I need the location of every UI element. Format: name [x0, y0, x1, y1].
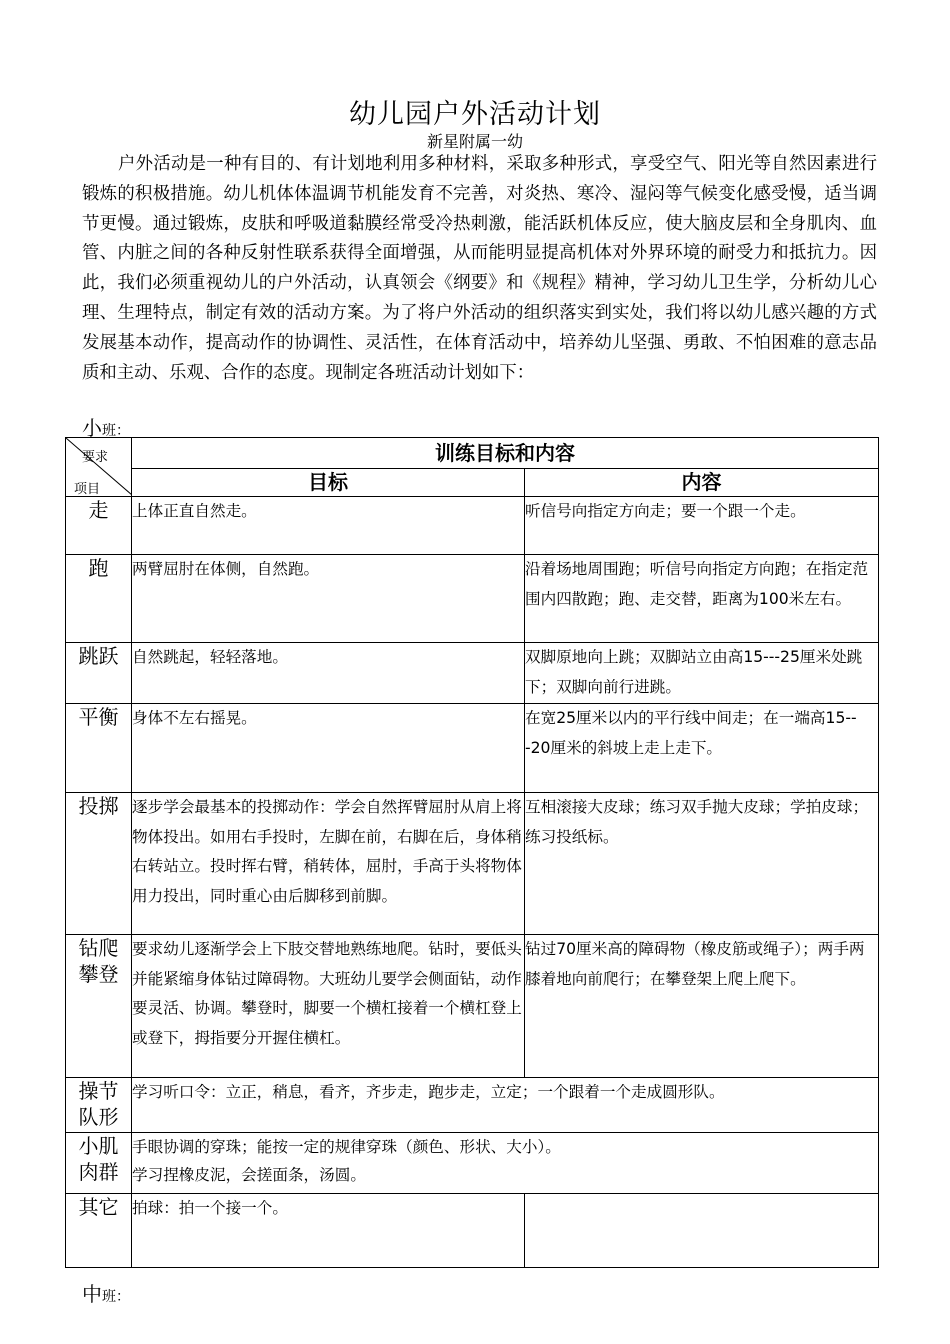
corner-label-item: 项目 [74, 482, 101, 497]
row-goal-line-2: 学习捏橡皮泥，会搓面条，汤圆。 [132, 1166, 366, 1184]
table-header-goal: 目标 [132, 469, 525, 497]
document-subtitle: 新星附属一幼 [426, 132, 523, 151]
table-row [66, 1078, 879, 1133]
middle-class-label-big: 中 [82, 1282, 102, 1306]
row-item-text: 钻爬攀登 [78, 936, 119, 986]
table-row [66, 704, 879, 793]
row-goal: 逐步学会最基本的投掷动作：学会自然挥臂屈肘从肩上将物体投出。如用右手投时，左脚在前，右脚在后，身体稍右转站立。投时挥右臂，稍转体，屈肘，手高于头将物体用力投出，同时重心由后脚移到前脚。 [132, 793, 525, 935]
middle-class-label [82, 1278, 130, 1307]
table-row [66, 793, 879, 935]
table-row [66, 935, 879, 1078]
row-item [66, 1133, 132, 1194]
row-content [525, 1194, 879, 1268]
row-item: 跳跃 [66, 643, 132, 704]
row-item: 跑 [66, 555, 132, 643]
row-content: 双脚原地向上跳；双脚站立由高15---25厘米处跳下；双脚向前行进跳。 [525, 643, 879, 704]
table-corner-cell [66, 438, 132, 497]
row-item: 其它 [66, 1194, 132, 1268]
table-header-content: 内容 [525, 469, 879, 497]
row-goal: 身体不左右摇晃。 [132, 704, 525, 793]
table-row [66, 555, 879, 643]
table-row [66, 497, 879, 555]
small-class-label-small: 班： [102, 423, 130, 439]
row-goal: 上体正直自然走。 [132, 497, 525, 555]
row-content: 钻过70厘米高的障碍物（橡皮筋或绳子）；两手两膝着地向前爬行；在攀登架上爬上爬下。 [525, 935, 879, 1078]
middle-class-label-small: 班： [102, 1289, 130, 1305]
row-content: 互相滚接大皮球；练习双手抛大皮球；学拍皮球；练习投纸标。 [525, 793, 879, 935]
row-goal-merged: 学习听口令：立正，稍息，看齐，齐步走，跑步走，立定；一个跟着一个走成圆形队。 [132, 1078, 879, 1133]
row-goal: 自然跳起，轻轻落地。 [132, 643, 525, 704]
row-content: 在宽25厘米以内的平行线中间走；在一端高15---20厘米的斜坡上走上走下。 [525, 704, 879, 793]
row-goal-line-1: 手眼协调的穿珠；能按一定的规律穿珠（颜色、形状、大小）。 [132, 1138, 561, 1156]
intro-paragraph: 户外活动是一种有目的、有计划地利用多种材料，采取多种形式，享受空气、阳光等自然因素进行锻炼的积极措施。幼儿机体体温调节机能发育不完善，对炎热、寒冷、湿闷等气候变化感受慢，适当调节更慢。通过锻炼，皮肤和呼吸道黏膜经常受冷热刺激，能活跃机体反应，使大脑皮层和全身肌肉、血管、内脏之间的各种反射性联系获得全面增强，从而能明显提高机体对外界环境的耐受力和抵抗力。因此，我们必须重视幼儿的户外活动，认真领会《纲要》和《规程》精神，学习幼儿卫生学，分析幼儿心理、生理特点，制定有效的活动方案。为了将户外活动的组织落实到实处，我们将以幼儿感兴趣的方式发展基本动作，提高动作的协调性、灵活性，在体育活动中，培养幼儿坚强、勇敢、不怕困难的意志品质和主动、乐观、合作的态度。现制定各班活动计划如下： [82, 154, 877, 383]
row-item-text: 操节队形 [78, 1079, 119, 1129]
table-row [66, 1133, 879, 1194]
small-class-label-big: 小 [82, 416, 102, 440]
row-content: 沿着场地周围跑；听信号向指定方向跑；在指定范围内四散跑；跑、走交替，距离为100米左右。 [525, 555, 879, 643]
row-item-text: 小肌肉群 [78, 1134, 119, 1184]
row-goal: 拍球：拍一个接一个。 [132, 1194, 525, 1268]
row-item [66, 935, 132, 1078]
row-goal-merged [132, 1133, 879, 1194]
table-row [66, 643, 879, 704]
document-title: 幼儿园户外活动计划 [349, 99, 601, 130]
table-row [66, 1194, 879, 1268]
row-content: 听信号向指定方向走；要一个跟一个走。 [525, 497, 879, 555]
small-class-plan-table [65, 437, 879, 1268]
row-item: 投掷 [66, 793, 132, 935]
row-item [66, 1078, 132, 1133]
row-goal: 要求幼儿逐渐学会上下肢交替地熟练地爬。钻时，要低头并能紧缩身体钻过障碍物。大班幼儿要学会侧面钻，动作要灵活、协调。攀登时，脚要一个横杠接着一个横杠登上或登下，拇指要分开握住横杠。 [132, 935, 525, 1078]
table-header-main: 训练目标和内容 [132, 438, 879, 469]
row-item: 走 [66, 497, 132, 555]
row-goal: 两臂屈肘在体侧，自然跑。 [132, 555, 525, 643]
row-item: 平衡 [66, 704, 132, 793]
corner-label-requirement: 要求 [82, 450, 109, 465]
